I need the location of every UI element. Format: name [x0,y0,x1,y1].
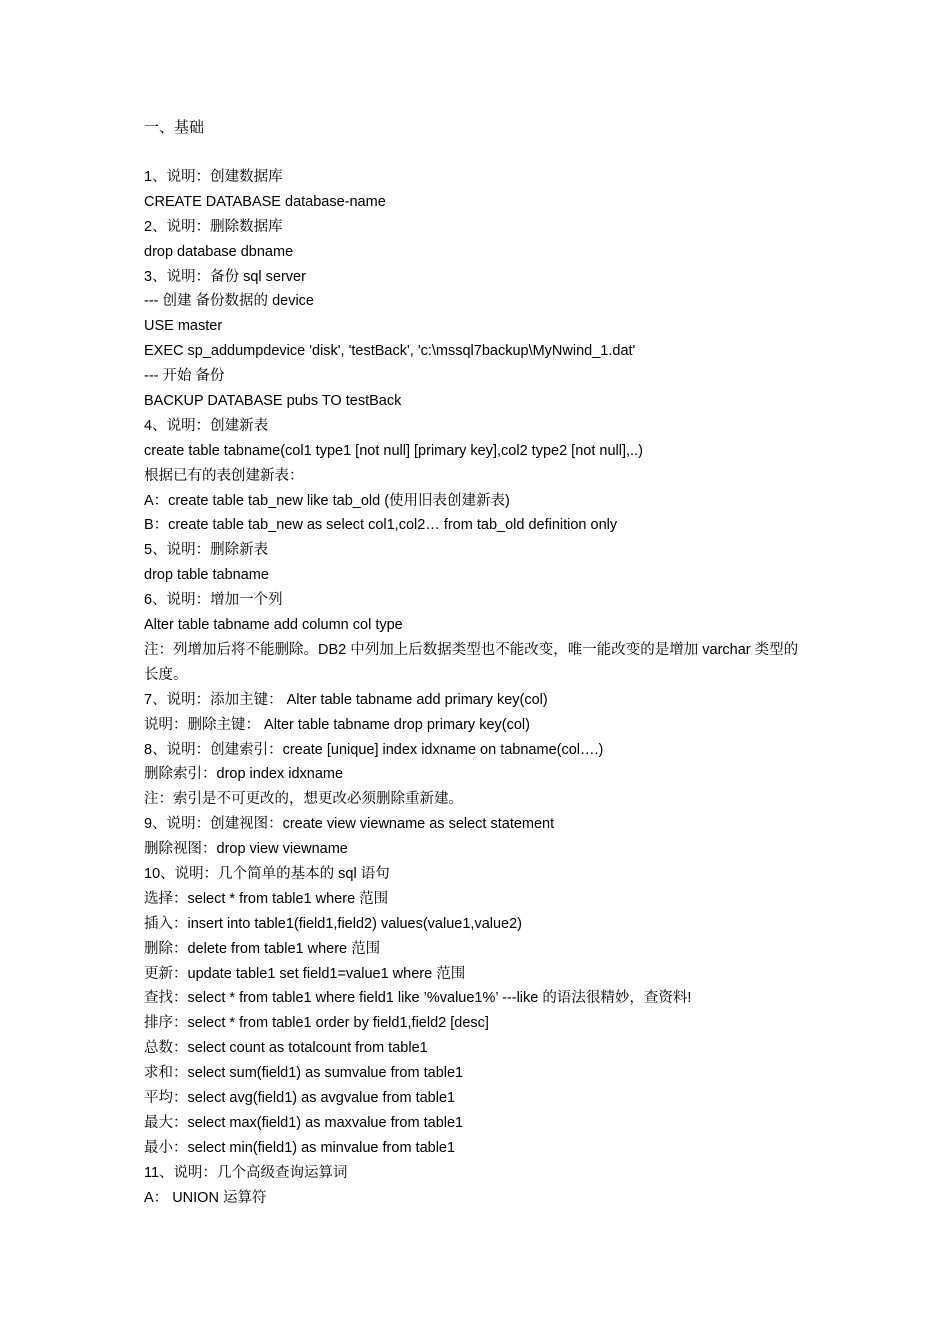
text-line: 11、说明：几个高级查询运算词 [144,1164,348,1181]
text-line: 选择：select * from table1 where 范围 [144,890,389,907]
text-line: 最大：select max(field1) as maxvalue from table1 [144,1114,464,1131]
code-line: drop database dbname [144,243,294,260]
text-line: 查找：select * from table1 where field1 like ’%value1%’ ---like 的语法很精妙，查资料! [144,990,692,1007]
text-line: 说明：删除主键： Alter table tabname drop primary key(col) [144,716,530,733]
code-line: --- 创建 备份数据的 device [144,293,314,310]
code-line: create table tabname(col1 type1 [not null] [primary key],col2 type2 [not null],..) [144,442,643,459]
text-line: 注：索引是不可更改的，想更改必须删除重新建。 [144,791,463,808]
text-line: 求和：select sum(field1) as sumvalue from table1 [144,1065,464,1082]
code-line: A：create table tab_new like tab_old (使用旧表创建新表) [144,492,510,509]
text-line: 3、说明：备份 sql server [144,268,306,285]
text-line: A： UNION 运算符 [144,1189,267,1206]
text-line: 9、说明：创建视图：create view viewname as select statement [144,816,555,833]
text-line: 平均：select avg(field1) as avgvalue from table1 [144,1089,456,1106]
section-heading: 一、基础 [144,119,205,136]
code-line: drop table tabname [144,567,269,584]
text-line: 删除索引：drop index idxname [144,766,344,783]
text-line: 1、说明：创建数据库 [144,169,283,185]
text-line: 6、说明：增加一个列 [144,592,283,609]
code-line: B：create table tab_new as select col1,col2… from tab_old definition only [144,517,618,534]
text-line: 插入：insert into table1(field1,field2) values(value1,value2) [144,915,522,932]
note-paragraph: 注：列增加后将不能删除。DB2 中列加上后数据类型也不能改变，唯一能改变的是增加 varchar 类型的长度。 [144,641,799,683]
text-line: 最小：select min(field1) as minvalue from table1 [144,1139,456,1156]
text-line: 总数：select count as totalcount from table1 [144,1040,428,1057]
text-line: 8、说明：创建索引：create [unique] index idxname on tabname(col….) [144,741,604,758]
text-line: 根据已有的表创建新表： [144,467,304,484]
text-line: 更新：update table1 set field1=value1 where 范围 [144,965,466,982]
text-line: 删除：delete from table1 where 范围 [144,940,381,957]
code-line: EXEC sp_addumpdevice 'disk', 'testBack', 'c:\mssql7backup\MyNwind_1.dat' [144,343,636,360]
code-line: BACKUP DATABASE pubs TO testBack [144,393,402,410]
code-line: --- 开始 备份 [144,368,225,385]
code-line: Alter table tabname add column col type [144,617,403,634]
text-line: 10、说明：几个简单的基本的 sql 语句 [144,865,390,882]
document-body [144,115,824,1210]
code-line: USE master [144,318,223,335]
text-line: 2、说明：删除数据库 [144,218,283,235]
text-line: 4、说明：创建新表 [144,417,269,434]
text-line: 7、说明：添加主键： Alter table tabname add primary key(col) [144,691,548,708]
text-line: 5、说明：删除新表 [144,542,269,559]
code-line: CREATE DATABASE database-name [144,193,386,210]
text-line: 删除视图：drop view viewname [144,841,348,858]
text-line: 排序：select * from table1 order by field1,field2 [desc] [144,1015,489,1032]
